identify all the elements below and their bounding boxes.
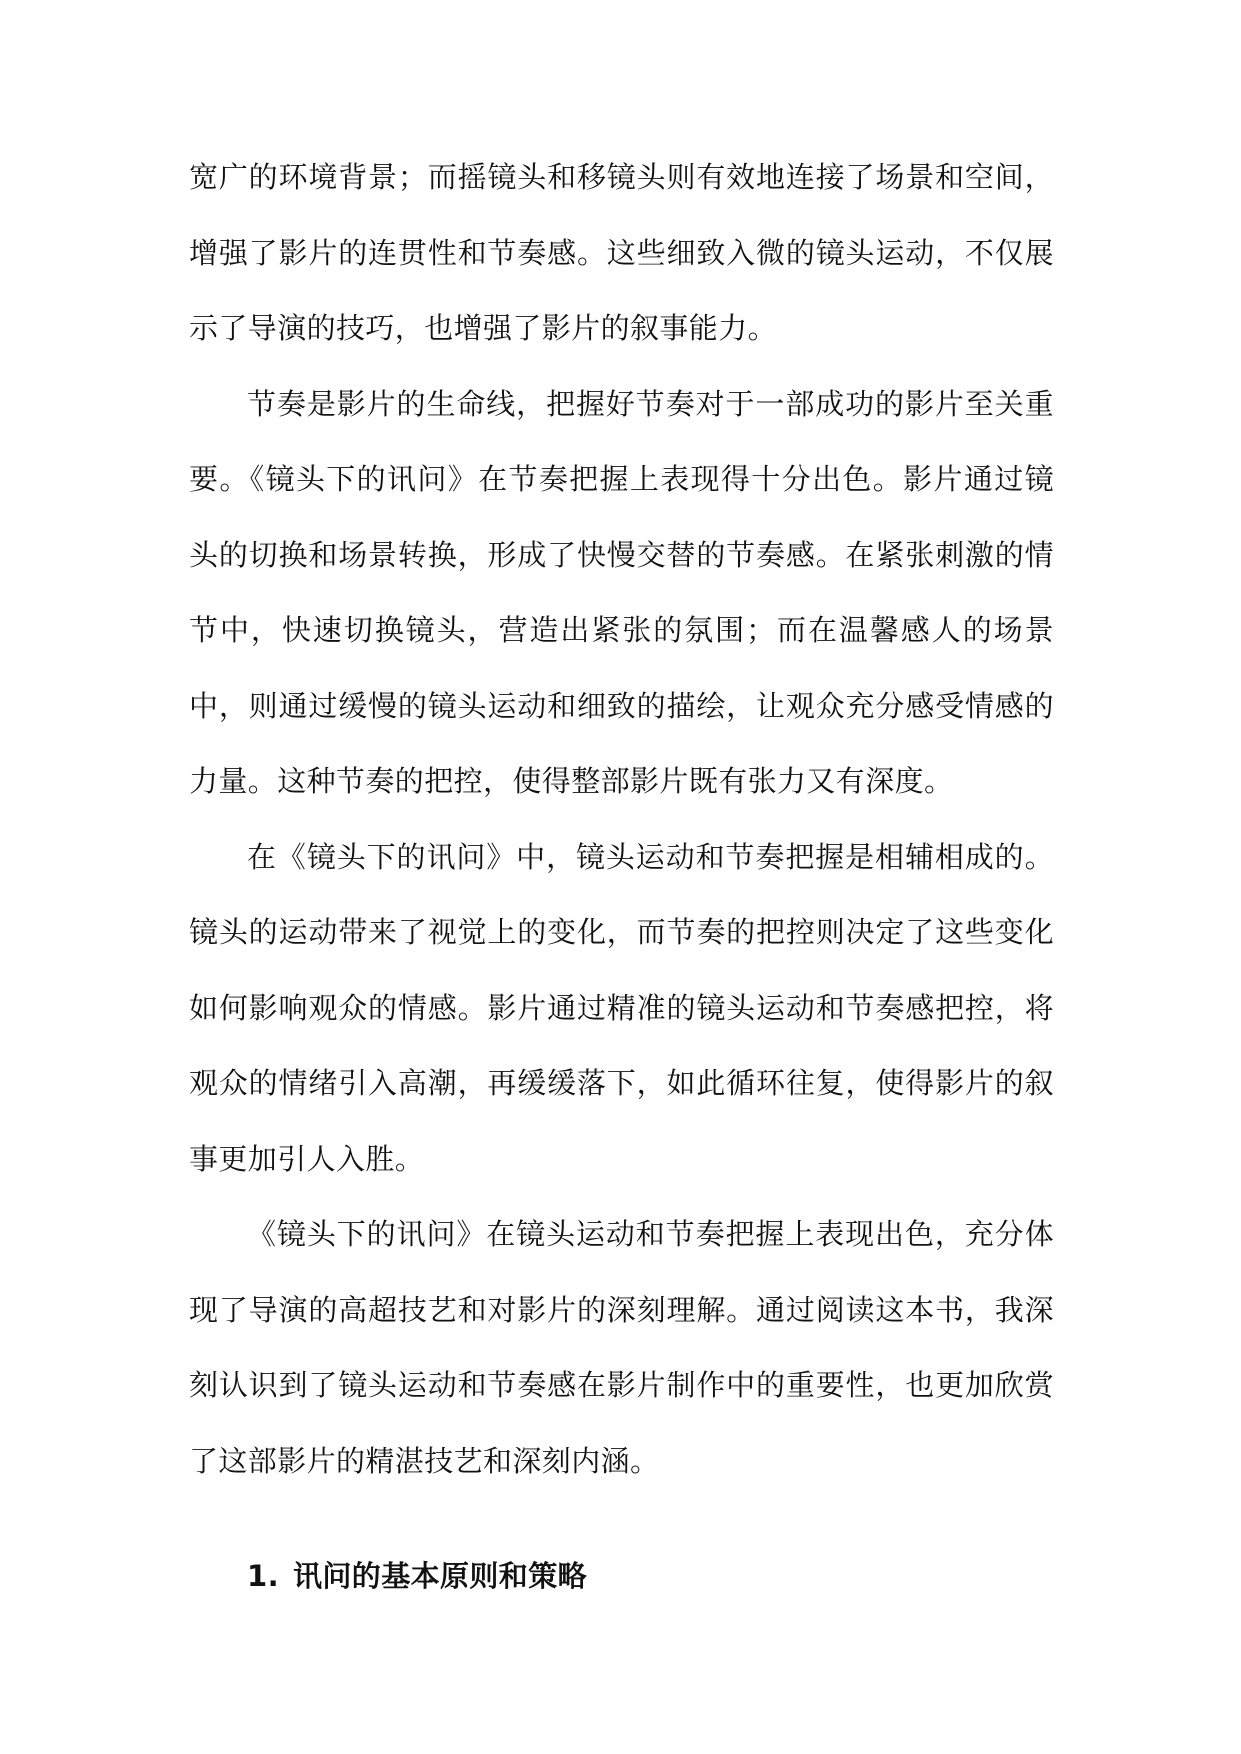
- paragraph-summary: 《镜头下的讯问》在镜头运动和节奏把握上表现出色，充分体现了导演的高超技艺和对影片的深刻理解。通过阅读这本书，我深刻认识到了镜头运动和节奏感在影片制作中的重要性，也更加欣赏了这部影片的精湛技艺和深刻内涵。: [189, 1217, 1054, 1478]
- section-heading: [189, 1539, 1054, 1614]
- paragraph-complement: 在《镜头下的讯问》中，镜头运动和节奏把握是相辅相成的。镜头的运动带来了视觉上的变化，而节奏的把控则决定了这些变化如何影响观众的情感。影片通过精准的镜头运动和节奏感把控，将观众的情绪引入高潮，再缓缓落下，如此循环往复，使得影片的叙事更加引人入胜。: [189, 839, 1054, 1176]
- document-body: [189, 140, 1054, 1614]
- paragraph-rhythm: 节奏是影片的生命线，把握好节奏对于一部成功的影片至关重要。《镜头下的讯问》在节奏把握上表现得十分出色。影片通过镜头的切换和场景转换，形成了快慢交替的节奏感。在紧张刺激的情节中，快速切换镜头，营造出紧张的氛围；而在温馨感人的场景中，则通过缓慢的镜头运动和细致的描绘，让观众充分感受情感的力量。这种节奏的把控，使得整部影片既有张力又有深度。: [189, 386, 1054, 798]
- paragraph-continued: 宽广的环境背景；而摇镜头和移镜头则有效地连接了场景和空间，增强了影片的连贯性和节奏感。这些细致入微的镜头运动，不仅展示了导演的技巧，也增强了影片的叙事能力。: [189, 160, 1054, 345]
- section-number: 1.: [247, 1559, 279, 1593]
- section-title: 讯问的基本原则和策略: [293, 1559, 588, 1593]
